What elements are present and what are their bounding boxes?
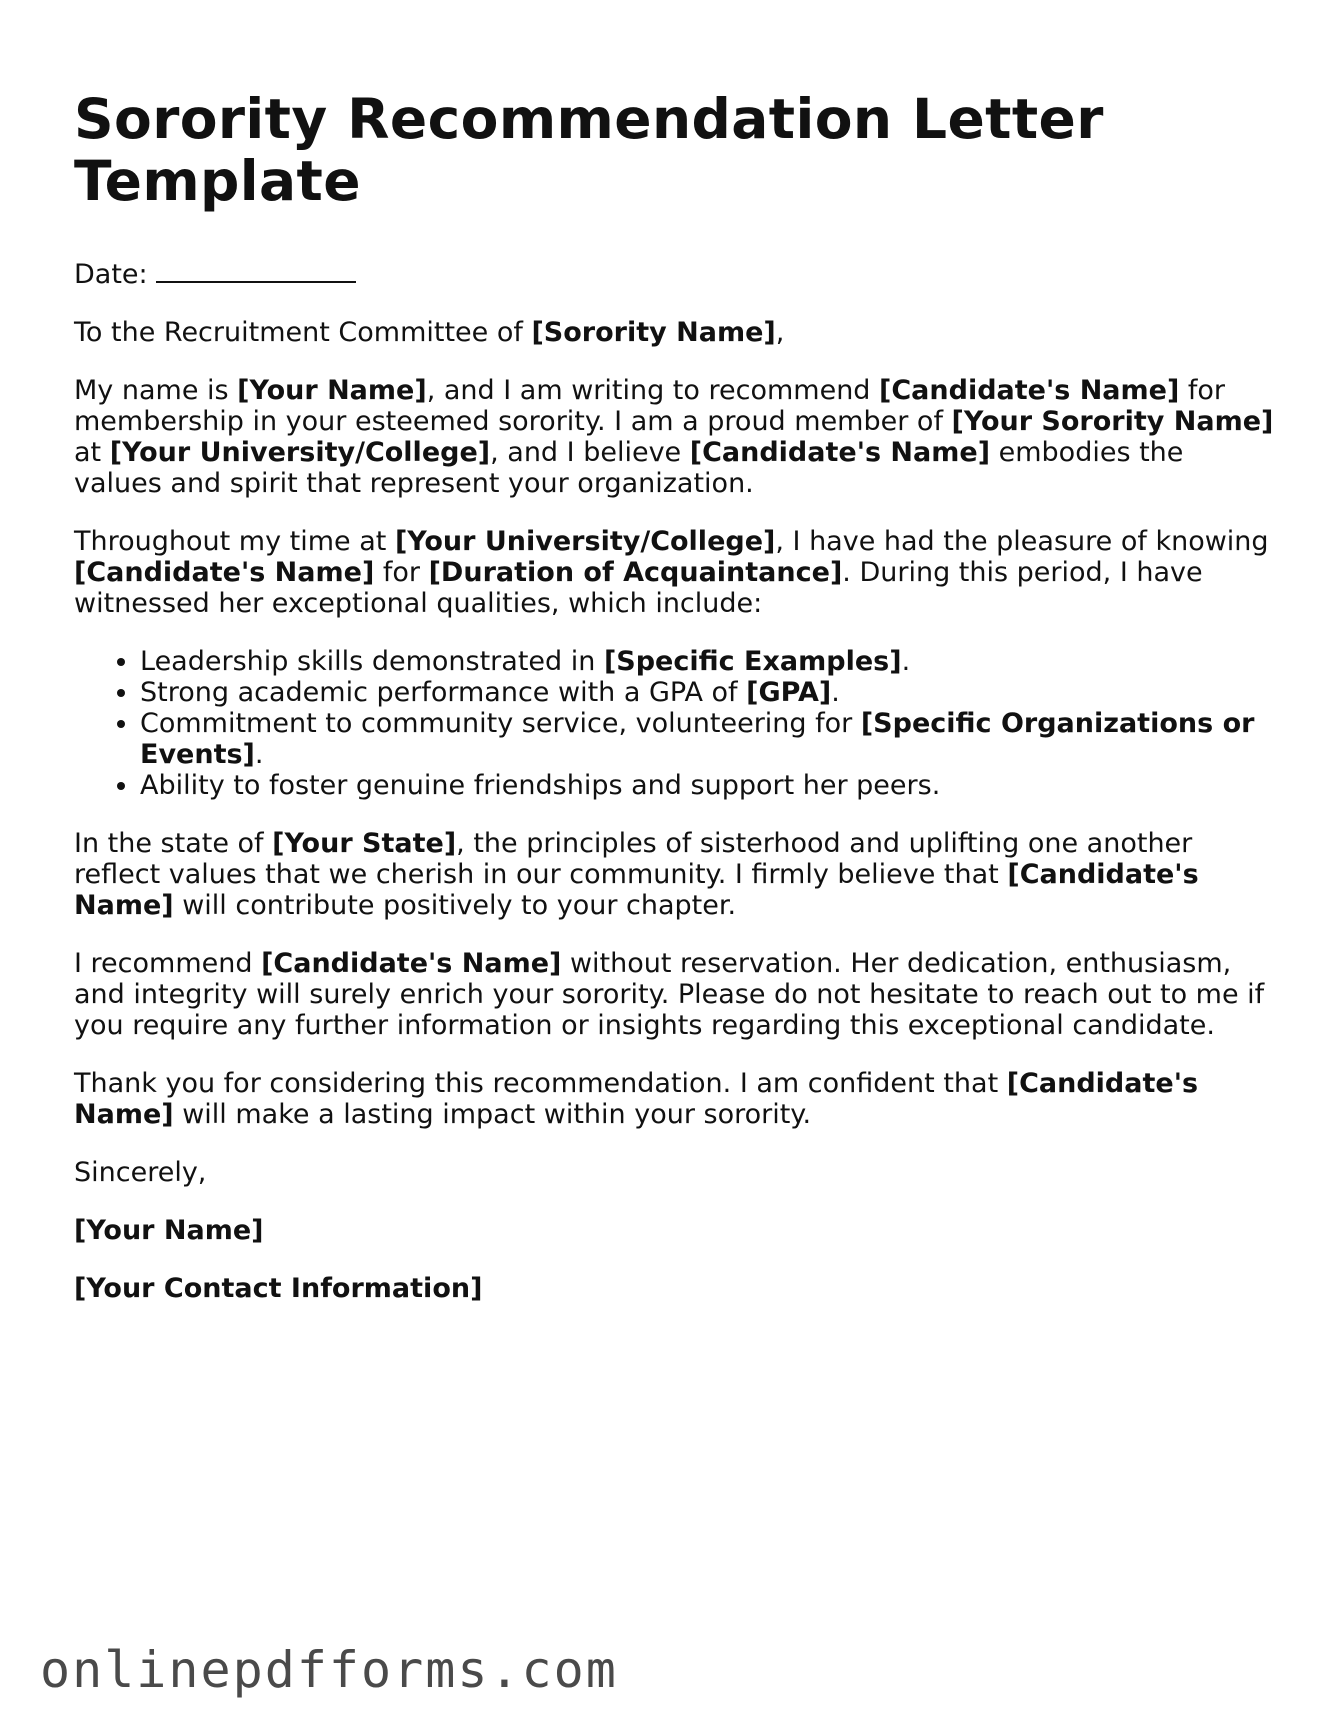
quality-text: Ability to foster genuine friendships and support her peers. — [140, 770, 941, 801]
thanks-text: Thank you for considering this recommendation. I am confident that — [74, 1068, 1007, 1099]
placeholder-specific-examples: [Specific Examples] — [603, 646, 902, 677]
quality-text: Commitment to community service, volunteering for — [140, 708, 861, 739]
placeholder-candidate-name: [Candidate's Name] — [879, 375, 1180, 406]
thanks-paragraph — [74, 1068, 1274, 1130]
closing: Sincerely, — [74, 1157, 207, 1188]
placeholder-state: [Your State] — [272, 828, 457, 859]
state-paragraph — [74, 828, 1274, 921]
date-label: Date: — [74, 259, 148, 290]
recommend-text: I recommend — [74, 948, 262, 979]
state-text: will contribute positively to your chapter. — [173, 890, 737, 921]
intro-text: for membership in your esteemed sorority. I am a proud member of — [74, 375, 1226, 437]
signature-contact: [Your Contact Information] — [74, 1273, 483, 1304]
placeholder-candidate-name: [Candidate's Name] — [74, 1068, 1199, 1130]
placeholder-university: [Your University/College] — [109, 437, 491, 468]
quality-period: . — [901, 646, 911, 677]
quality-text: Strong academic performance with a GPA of — [140, 677, 747, 708]
acquaintance-text: . During this period, I have witnessed her exceptional qualities, which include: — [74, 557, 1203, 619]
intro-text: My name is — [74, 375, 238, 406]
intro-text: , and I am writing to recommend — [426, 375, 880, 406]
date-blank-field[interactable] — [156, 257, 356, 283]
recommend-paragraph — [74, 948, 1274, 1041]
placeholder-duration: [Duration of Acquaintance] — [428, 557, 843, 588]
placeholder-candidate-name: [Candidate's Name] — [261, 948, 562, 979]
intro-paragraph — [74, 375, 1274, 499]
page-title: Sorority Recommendation Letter Template — [74, 87, 1104, 213]
watermark: onlinepdfforms.com — [40, 1641, 618, 1699]
quality-period: . — [831, 677, 840, 708]
acquaintance-text: Throughout my time at — [74, 526, 395, 557]
signature-name: [Your Name] — [74, 1215, 264, 1246]
acquaintance-text: , I have had the pleasure of knowing — [775, 526, 1269, 557]
list-item — [140, 770, 1274, 801]
date-line — [74, 257, 1274, 290]
intro-text: at — [74, 437, 110, 468]
placeholder-your-name: [Your Name] — [237, 375, 427, 406]
acquaintance-text: for — [374, 557, 429, 588]
intro-text: embodies the values and spirit that represent your organization. — [74, 437, 1184, 499]
salutation-text: To the Recruitment Committee of — [74, 317, 532, 348]
recommend-text: without reservation. Her dedication, enthusiasm, and integrity will surely enrich your sorority. Please do not hesitate to reach out to me if you require any further information or insights regarding this exceptional candidate. — [74, 948, 1265, 1041]
placeholder-your-sorority-name: [Your Sorority Name] — [951, 406, 1274, 437]
list-item — [140, 646, 1274, 677]
intro-text: , and I believe — [490, 437, 690, 468]
placeholder-candidate-name: [Candidate's Name] — [74, 859, 1199, 921]
qualities-list — [74, 646, 1274, 801]
list-item — [140, 708, 1274, 770]
placeholder-organizations: [Specific Organizations or Events] — [140, 708, 1255, 770]
placeholder-university: [Your University/College] — [394, 526, 776, 557]
acquaintance-paragraph — [74, 526, 1274, 619]
placeholder-candidate-name: [Candidate's Name] — [689, 437, 991, 468]
quality-text: Leadership skills demonstrated in — [140, 646, 604, 677]
state-text: , the principles of sisterhood and uplifting one another reflect values that we cherish in our community. I firmly believe that — [74, 828, 1193, 890]
salutation-comma: , — [775, 317, 785, 348]
thanks-text: will make a lasting impact within your sorority. — [173, 1099, 812, 1130]
placeholder-sorority-name: [Sorority Name] — [531, 317, 776, 348]
placeholder-candidate-name: [Candidate's Name] — [74, 557, 375, 588]
list-item — [140, 677, 1274, 708]
letter-document — [74, 88, 1274, 1304]
state-text: In the state of — [74, 828, 273, 859]
salutation — [74, 317, 1274, 348]
placeholder-gpa: [GPA] — [746, 677, 832, 708]
quality-period: . — [254, 739, 264, 770]
